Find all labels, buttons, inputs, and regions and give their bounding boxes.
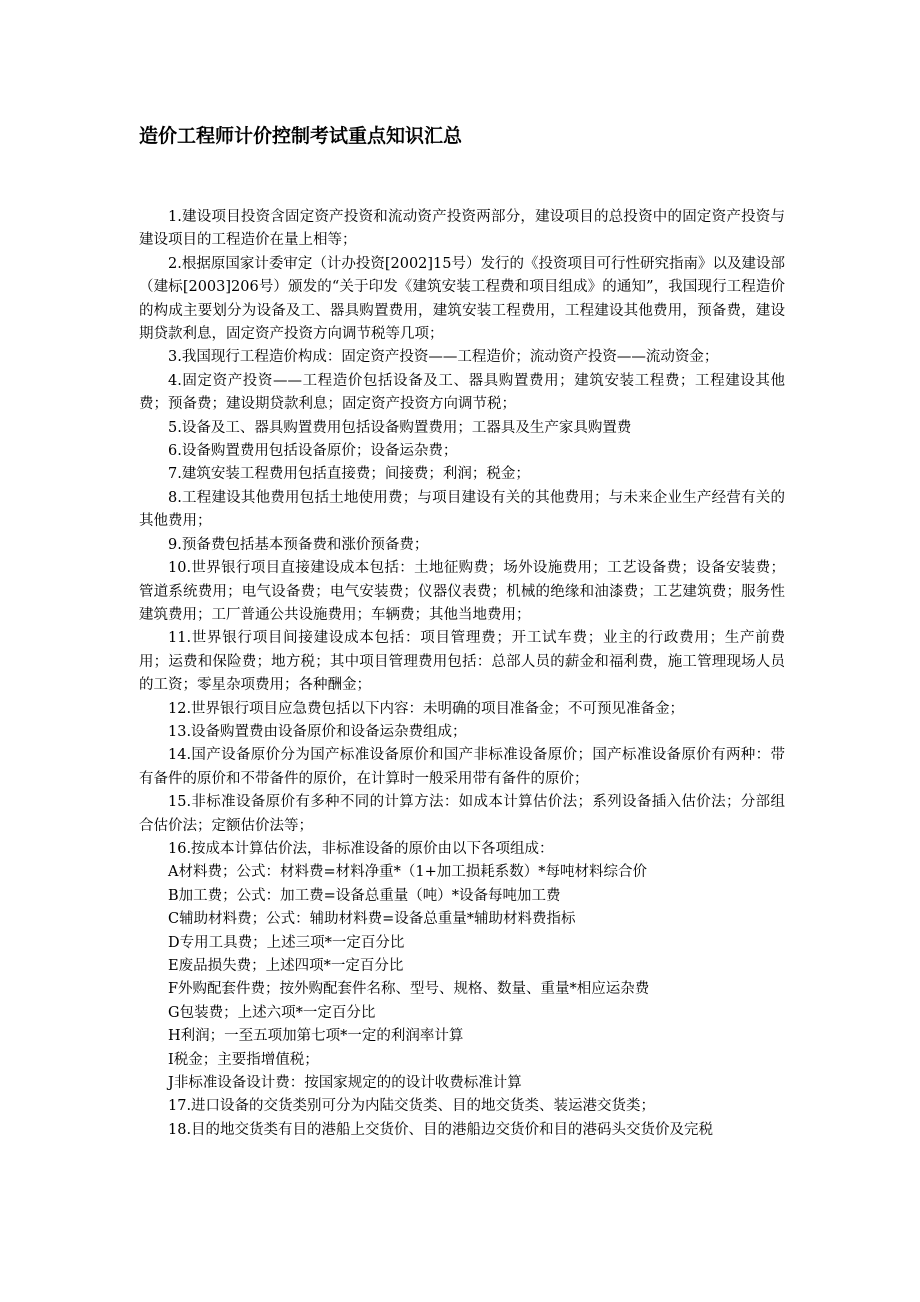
document-body [139, 206, 785, 1142]
paragraph-10: 10.世界银行项目直接建设成本包括：土地征购费；场外设施费用；工艺设备费；设备安装费；管道系统费用；电气设备费；电气安装费；仪器仪表费；机械的绝缘和油漆费；工艺建筑费；服务性建筑费用；工厂普通公共设施费用；车辆费；其他当地费用； [139, 560, 785, 623]
paragraph-17: 17.进口设备的交货类别可分为内陆交货类、目的地交货类、装运港交货类； [168, 1098, 656, 1115]
paragraph-12: 12.世界银行项目应急费包括以下内容：未明确的项目准备金；不可预见准备金； [168, 700, 685, 717]
list-item-g: G包装费；上述六项*一定百分比 [168, 1004, 376, 1021]
paragraph-7: 7.建筑安装工程费用包括直接费；间接费；利润；税金； [168, 466, 530, 483]
list-item-c: C辅助材料费；公式：辅助材料费=设备总重量*辅助材料费指标 [168, 911, 576, 928]
paragraph-15: 15.非标准设备原价有多种不同的计算方法：如成本计算估价法；系列设备插入估价法；分部组合估价法；定额估价法等； [139, 794, 785, 834]
page-title: 造价工程师计价控制考试重点知识汇总 [139, 125, 463, 147]
paragraph-6: 6.设备购置费用包括设备原价；设备运杂费； [168, 443, 458, 460]
paragraph-14: 14.国产设备原价分为国产标准设备原价和国产非标准设备原价；国产标准设备原价有两种：带有备件的原价和不带备件的原价，在计算时一般采用带有备件的原价； [139, 747, 785, 787]
list-item-j: J非标准设备设计费：按国家规定的的设计收费标准计算 [168, 1075, 522, 1092]
paragraph-3: 3.我国现行工程造价构成：固定资产投资——工程造价；流动资产投资——流动资金； [168, 349, 719, 366]
list-item-a: A材料费；公式：材料费=材料净重*（1+加工损耗系数）*每吨材料综合价 [168, 864, 647, 881]
paragraph-13: 13.设备购置费由设备原价和设备运杂费组成； [168, 723, 467, 740]
paragraph-1: 1.建设项目投资含固定资产投资和流动资产投资两部分，建设项目的总投资中的固定资产投资与建设项目的工程造价在量上相等； [139, 209, 785, 249]
paragraph-11: 11.世界银行项目间接建设成本包括：项目管理费；开工试车费；业主的行政费用；生产前费用；运费和保险费；地方税；其中项目管理费用包括：总部人员的薪金和福利费，施工管理现场人员的工资；零星杂项费用；各种酬金； [139, 630, 785, 694]
paragraph-2: 2.根据原国家计委审定（计办投资[2002]15号）发行的《投资项目可行性研究指南》以及建设部（建标[2003]206号）颁发的“关于印发《建筑安装工程费和项目组成》的通知”，我国现行工程造价的构成主要划分为设备及工、器具购置费用，建筑安装工程费用，工程建设其他费用，预备费，建设期贷款利息，固定资产投资方向调节税等几项； [139, 255, 785, 343]
paragraph-18: 18.目的地交货类有目的港船上交货价、目的港船边交货价和目的港码头交货价及完税 [168, 1121, 714, 1138]
list-item-f: F外购配套件费；按外购配套件名称、型号、规格、数量、重量*相应运杂费 [168, 981, 650, 998]
list-item-e: E废品损失费；上述四项*一定百分比 [168, 958, 404, 974]
paragraph-16: 16.按成本计算估价法，非标准设备的原价由以下各项组成： [168, 840, 554, 857]
list-item-h: H利润；一至五项加第七项*一定的利润率计算 [168, 1028, 464, 1045]
paragraph-9: 9.预备费包括基本预备费和涨价预备费； [168, 536, 429, 553]
list-item-d: D专用工具费；上述三项*一定百分比 [168, 934, 405, 951]
paragraph-8: 8.工程建设其他费用包括土地使用费；与项目建设有关的其他费用；与未来企业生产经营有关的其他费用； [139, 489, 785, 530]
list-item-i: I税金；主要指增值税； [168, 1051, 319, 1068]
paragraph-4: 4.固定资产投资——工程造价包括设备及工、器具购置费用；建筑安装工程费；工程建设其他费；预备费；建设期贷款利息；固定资产投资方向调节税； [139, 372, 785, 413]
list-item-b: B加工费；公式：加工费=设备总重量（吨）*设备每吨加工费 [168, 887, 561, 904]
paragraph-5: 5.设备及工、器具购置费用包括设备购置费用；工器具及生产家具购置费 [168, 419, 632, 436]
